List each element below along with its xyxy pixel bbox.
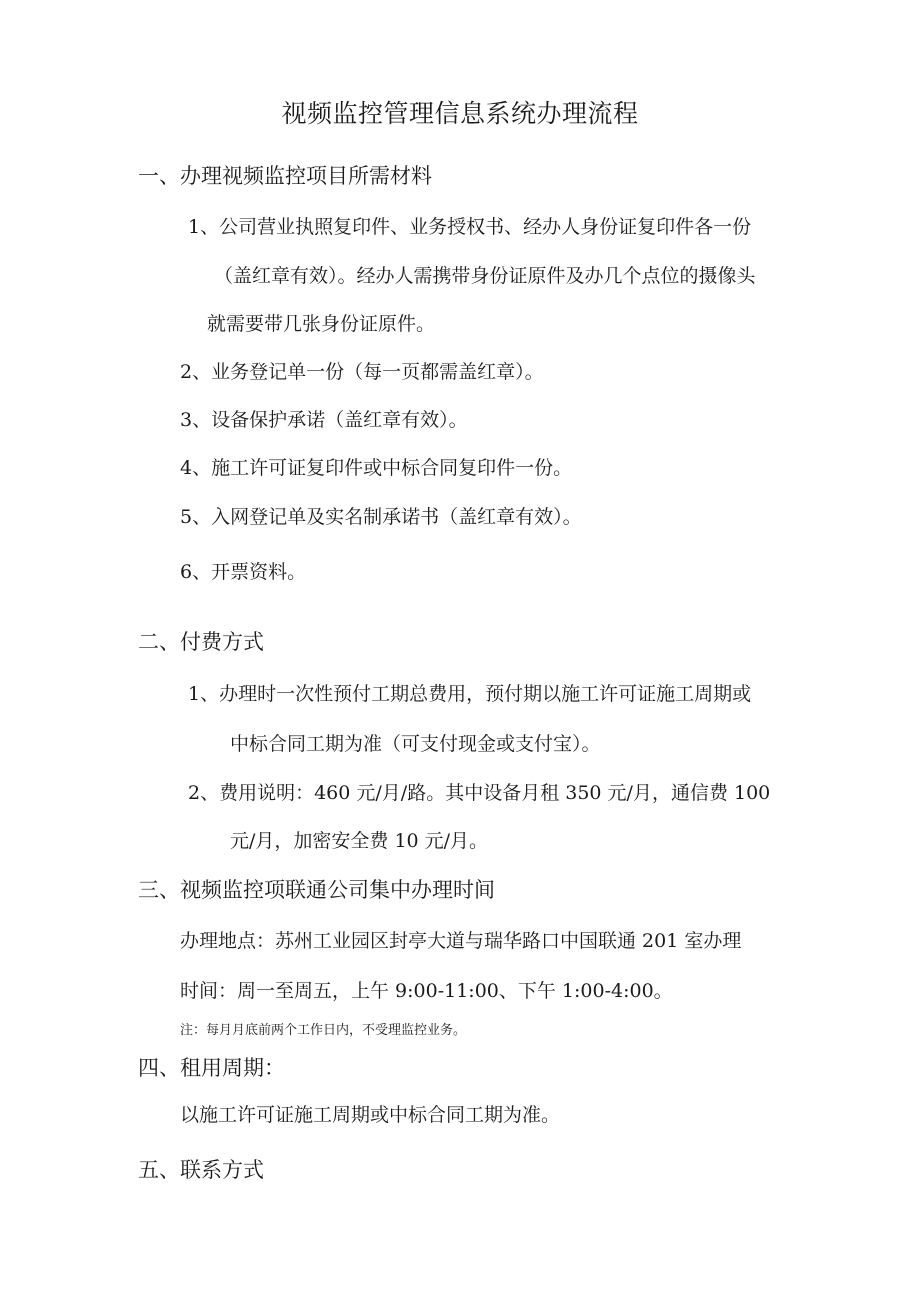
document-title: 视频监控管理信息系统办理流程 xyxy=(281,99,639,128)
section-3-note: 注：每月月底前两个工作日内，不受理监控业务。 xyxy=(180,1023,467,1038)
section-1-item-5: 5、入网登记单及实名制承诺书（盖红章有效）。 xyxy=(180,506,582,528)
section-1-item-4: 4、施工许可证复印件或中标合同复印件一份。 xyxy=(180,457,573,479)
section-1-item-1-line-3: 就需要带几张身份证原件。 xyxy=(207,313,436,335)
section-3-time: 时间：周一至周五，上午 9:00-11:00、下午 1:00-4:00。 xyxy=(180,980,673,1002)
section-1-item-6: 6、开票资料。 xyxy=(180,561,307,583)
section-3-heading: 三、视频监控项联通公司集中办理时间 xyxy=(138,878,495,902)
section-1-heading: 一、办理视频监控项目所需材料 xyxy=(138,164,432,188)
section-2-item-1-line-2: 中标合同工期为准（可支付现金或支付宝）。 xyxy=(230,733,601,755)
section-1-item-2: 2、业务登记单一份（每一页都需盖红章）。 xyxy=(180,361,544,383)
section-2-heading: 二、付费方式 xyxy=(138,630,264,654)
section-1-item-1-line-1: 1、公司营业执照复印件、业务授权书、经办人身份证复印件各一份 xyxy=(188,216,752,238)
section-2-item-2-line-1: 2、费用说明：460 元/月/路。其中设备月租 350 元/月，通信费 100 xyxy=(188,782,771,804)
section-3-address: 办理地点：苏州工业园区封亭大道与瑞华路口中国联通 201 室办理 xyxy=(180,930,742,952)
section-4-heading: 四、租用周期： xyxy=(138,1056,285,1080)
section-5-heading: 五、联系方式 xyxy=(138,1158,264,1182)
section-1-item-1-line-2: （盖红章有效）。经办人需携带身份证原件及办几个点位的摄像头 xyxy=(214,265,756,287)
section-2-item-2-line-2: 元/月，加密安全费 10 元/月。 xyxy=(230,830,489,852)
section-1-item-3: 3、设备保护承诺（盖红章有效）。 xyxy=(180,409,468,431)
section-2-item-1-line-1: 1、办理时一次性预付工期总费用，预付期以施工许可证施工周期或 xyxy=(188,683,752,705)
section-4-body: 以施工许可证施工周期或中标合同工期为准。 xyxy=(180,1104,561,1126)
